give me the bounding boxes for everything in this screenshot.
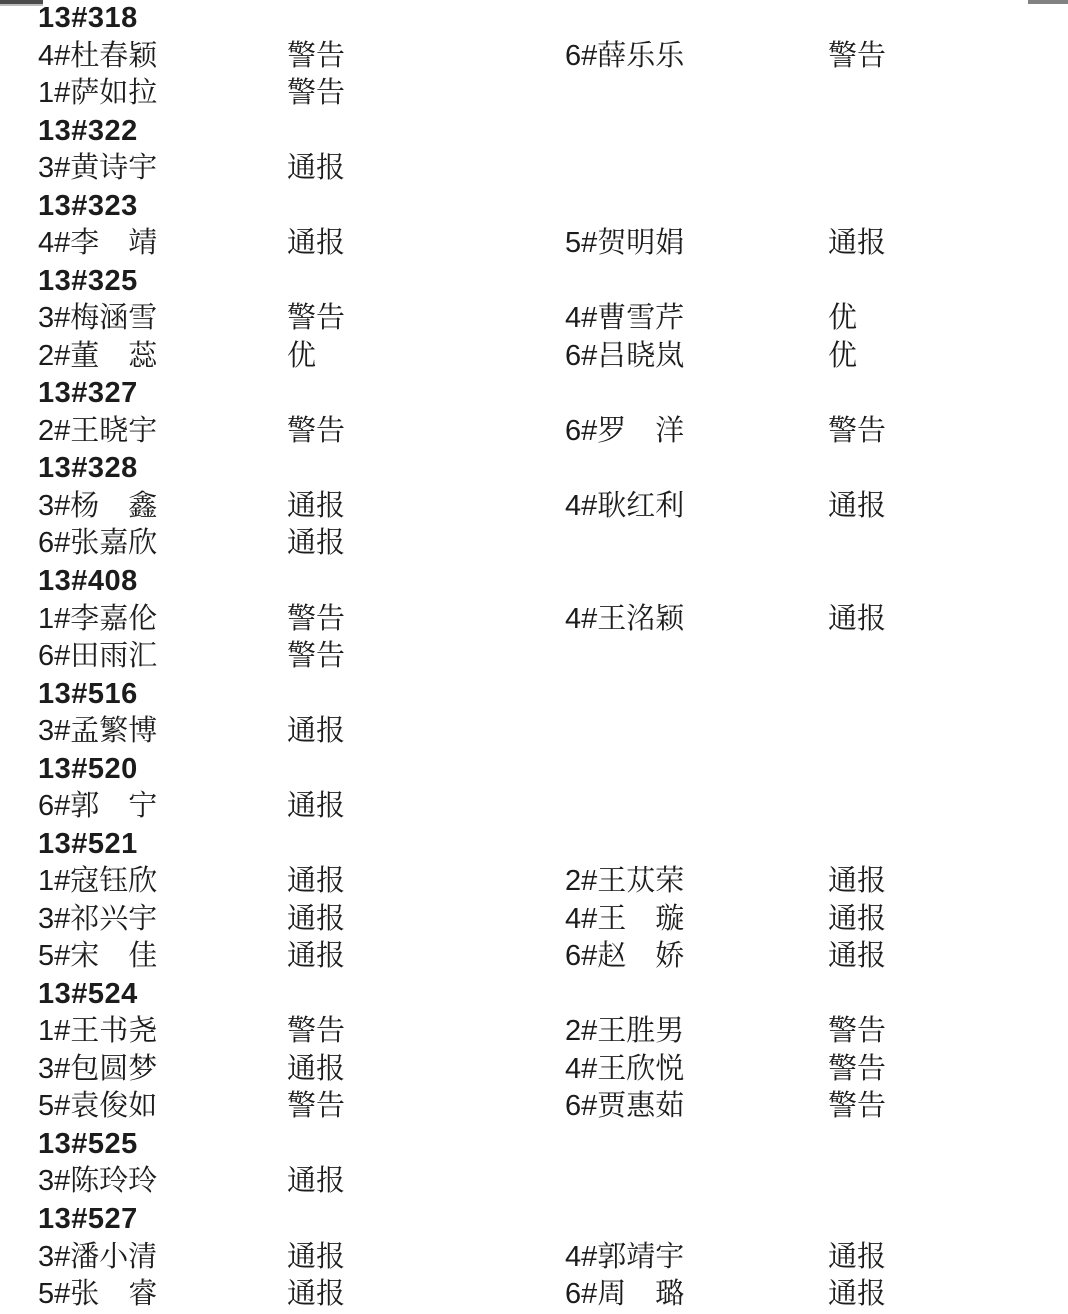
status-label: 优 — [287, 339, 317, 372]
student-row — [0, 1163, 1068, 1201]
student-name: 1#寇钰欣 — [38, 865, 158, 898]
room-number: 13#524 — [38, 977, 138, 1010]
room-header-row — [0, 450, 1068, 488]
status-label: 警告 — [287, 640, 346, 673]
student-row — [0, 300, 1068, 338]
student-name: 6#张嘉欣 — [38, 527, 158, 560]
status-label: 通报 — [287, 902, 346, 935]
student-name: 5#宋 佳 — [38, 940, 158, 973]
student-row — [0, 150, 1068, 188]
student-name: 3#潘小清 — [38, 1240, 158, 1273]
room-number: 13#516 — [38, 677, 138, 710]
room-header-row — [0, 751, 1068, 789]
status-label: 警告 — [287, 1015, 346, 1048]
student-name: 3#孟繁博 — [38, 715, 158, 748]
room-header-row — [0, 113, 1068, 151]
student-row — [0, 713, 1068, 751]
student-name: 3#黄诗宇 — [38, 152, 158, 185]
room-header-row — [0, 0, 1068, 38]
status-label: 通报 — [287, 715, 346, 748]
student-row — [0, 1239, 1068, 1277]
student-name: 6#赵 娇 — [565, 940, 685, 973]
student-name: 6#周 璐 — [565, 1278, 685, 1311]
status-label: 警告 — [287, 414, 346, 447]
student-name: 2#王胜男 — [565, 1015, 685, 1048]
student-name: 3#包圆梦 — [38, 1052, 158, 1085]
student-name: 3#杨 鑫 — [38, 489, 158, 522]
room-header-row — [0, 563, 1068, 601]
student-name: 6#薛乐乐 — [565, 39, 685, 72]
status-label: 通报 — [828, 1278, 887, 1311]
student-name: 6#罗 洋 — [565, 414, 685, 447]
student-name: 1#王书尧 — [38, 1015, 158, 1048]
status-label: 通报 — [287, 527, 346, 560]
student-row — [0, 938, 1068, 976]
status-label: 优 — [828, 302, 858, 335]
room-header-row — [0, 188, 1068, 226]
student-row — [0, 638, 1068, 676]
room-number: 13#520 — [38, 752, 138, 785]
student-row — [0, 413, 1068, 451]
student-name: 2#王苁荣 — [565, 865, 685, 898]
student-name: 1#李嘉伦 — [38, 602, 158, 635]
student-name: 2#董 蕊 — [38, 339, 158, 372]
student-name: 3#陈玲玲 — [38, 1165, 158, 1198]
room-header-row — [0, 1201, 1068, 1239]
status-label: 通报 — [287, 1052, 346, 1085]
student-name: 6#吕晓岚 — [565, 339, 685, 372]
room-header-row — [0, 1126, 1068, 1164]
room-number: 13#408 — [38, 564, 138, 597]
status-label: 警告 — [287, 302, 346, 335]
student-row — [0, 1051, 1068, 1089]
room-header-row — [0, 375, 1068, 413]
status-label: 通报 — [828, 865, 887, 898]
student-name: 4#王 璇 — [565, 902, 685, 935]
status-label: 警告 — [828, 1090, 887, 1123]
status-label: 通报 — [828, 1240, 887, 1273]
student-name: 4#耿红利 — [565, 489, 685, 522]
student-name: 6#郭 宁 — [38, 790, 158, 823]
student-name: 4#杜春颖 — [38, 39, 158, 72]
room-number: 13#327 — [38, 377, 138, 410]
status-label: 警告 — [287, 602, 346, 635]
student-name: 6#贾惠茹 — [565, 1090, 685, 1123]
status-label: 警告 — [828, 1052, 887, 1085]
status-label: 通报 — [287, 1240, 346, 1273]
student-row — [0, 863, 1068, 901]
status-label: 警告 — [828, 1015, 887, 1048]
student-name: 4#李 靖 — [38, 227, 158, 260]
status-label: 通报 — [287, 940, 346, 973]
student-name: 5#贺明娟 — [565, 227, 685, 260]
status-label: 通报 — [287, 1278, 346, 1311]
room-number: 13#322 — [38, 114, 138, 147]
student-row — [0, 225, 1068, 263]
student-row — [0, 488, 1068, 526]
room-number: 13#525 — [38, 1127, 138, 1160]
status-label: 警告 — [828, 414, 887, 447]
room-header-row — [0, 826, 1068, 864]
room-number: 13#328 — [38, 452, 138, 485]
room-header-row — [0, 263, 1068, 301]
status-label: 通报 — [287, 1165, 346, 1198]
status-label: 通报 — [828, 902, 887, 935]
status-label: 通报 — [828, 489, 887, 522]
room-number: 13#325 — [38, 264, 138, 297]
student-name: 4#郭靖宇 — [565, 1240, 685, 1273]
status-label: 通报 — [828, 227, 887, 260]
room-header-row — [0, 976, 1068, 1014]
status-label: 警告 — [287, 39, 346, 72]
student-row — [0, 1088, 1068, 1126]
status-label: 通报 — [828, 940, 887, 973]
student-row — [0, 75, 1068, 113]
status-label: 通报 — [287, 790, 346, 823]
status-label: 通报 — [287, 865, 346, 898]
student-name: 2#王晓宇 — [38, 414, 158, 447]
room-number: 13#527 — [38, 1203, 138, 1235]
status-label: 通报 — [287, 227, 346, 260]
student-row — [0, 1276, 1068, 1314]
status-label: 优 — [828, 339, 858, 372]
student-name: 1#萨如拉 — [38, 77, 158, 110]
status-label: 通报 — [287, 489, 346, 522]
student-name: 3#梅涵雪 — [38, 302, 158, 335]
student-name: 5#张 睿 — [38, 1278, 158, 1311]
student-name: 5#袁俊如 — [38, 1090, 158, 1123]
room-header-row — [0, 676, 1068, 714]
status-label: 警告 — [828, 39, 887, 72]
status-label: 警告 — [287, 1090, 346, 1123]
student-row — [0, 601, 1068, 639]
student-name: 3#祁兴宇 — [38, 902, 158, 935]
student-row — [0, 525, 1068, 563]
student-row — [0, 38, 1068, 76]
student-row — [0, 901, 1068, 939]
status-label: 通报 — [287, 152, 346, 185]
room-number: 13#318 — [38, 2, 138, 34]
student-row — [0, 338, 1068, 376]
student-row — [0, 788, 1068, 826]
student-name: 6#田雨汇 — [38, 640, 158, 673]
student-row — [0, 1013, 1068, 1051]
student-name: 4#王欣悦 — [565, 1052, 685, 1085]
room-number: 13#323 — [38, 189, 138, 222]
student-name: 4#王洺颖 — [565, 602, 685, 635]
status-label: 警告 — [287, 77, 346, 110]
student-name: 4#曹雪芹 — [565, 302, 685, 335]
room-number: 13#521 — [38, 827, 138, 860]
status-label: 通报 — [828, 602, 887, 635]
